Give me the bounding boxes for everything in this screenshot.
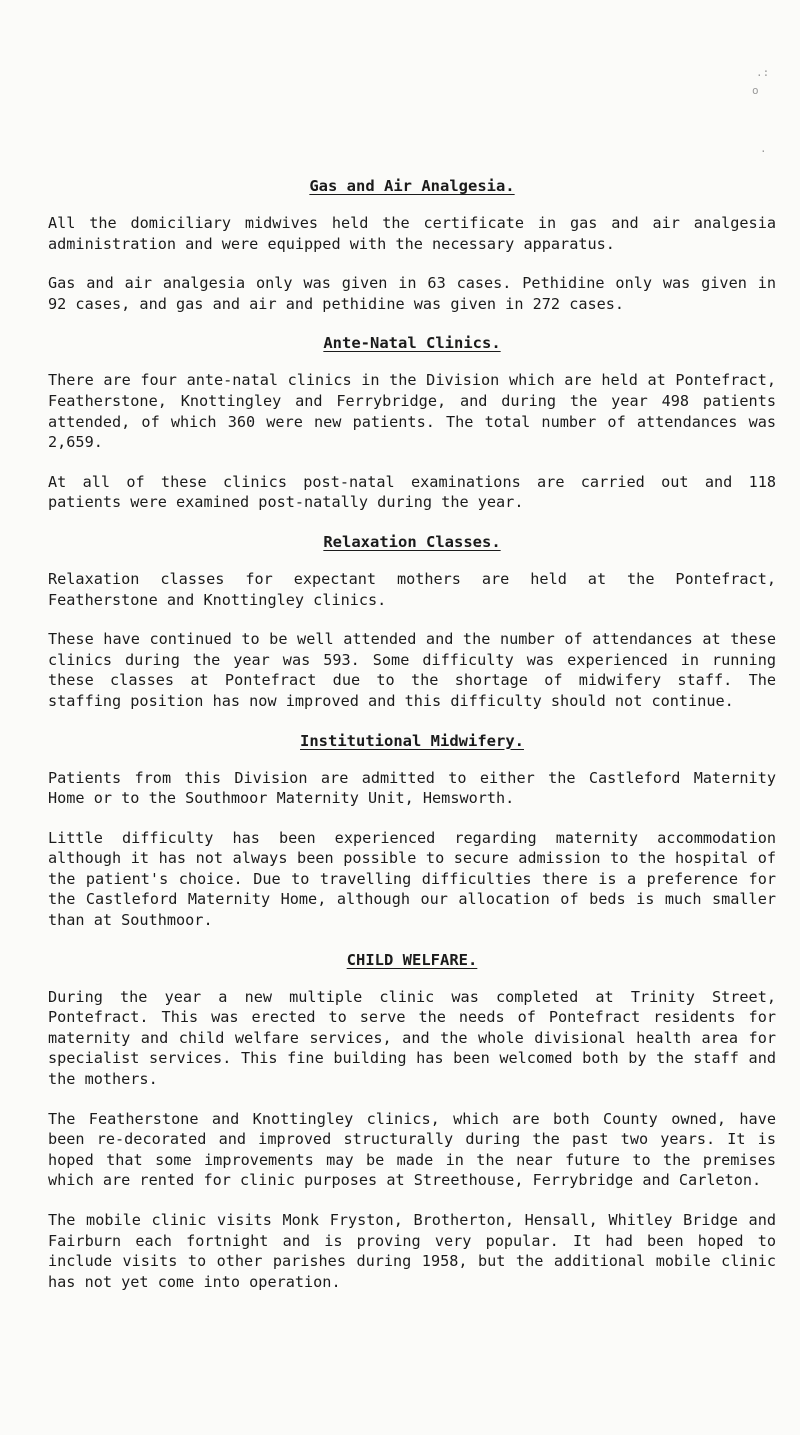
paragraph: All the domiciliary midwives held the certificate in gas and air analgesia administration and were equipped with the necessary apparatus. [48, 214, 776, 253]
margin-mark: .: [756, 66, 770, 79]
paragraph: These have continued to be well attended and the number of attendances at these clinics during the year was 593. Some difficulty was experienced in running these classes at Pontefract due to the shortage of midwifery staff. The staffing position has now improved and this difficulty should not continue. [48, 630, 776, 710]
section-heading: CHILD WELFARE. [346, 950, 478, 969]
paragraph: Little difficulty has been experienced regarding maternity accommodation although it has not always been possible to secure admission to the hospital of the patient's choice. Due to travelling difficulties there is a preference for the Castleford Maternity Home, although our allocation of beds is much smaller than at Southmoor. [48, 828, 776, 930]
paragraph: Patients from this Division are admitted to either the Castleford Maternity Home or to the Southmoor Maternity Unit, Hemsworth. [48, 768, 776, 808]
paragraph: There are four ante-natal clinics in the Division which are held at Pontefract, Featherstone, Knottingley and Ferrybridge, and during the year 498 patients attended, of which 360 were new patients. The total number of attendances was 2,659. [48, 371, 776, 452]
paragraph: The mobile clinic visits Monk Fryston, Brotherton, Hensall, Whitley Bridge and Fairburn each fortnight and is proving very popular. It had been hoped to include visits to other parishes during 1958, but the additional mobile clinic has not yet come into operation. [48, 1211, 776, 1291]
section-heading: Relaxation Classes. [323, 532, 501, 551]
paragraph: Relaxation classes for expectant mothers are held at the Pontefract, Featherstone and Knottingley clinics. [48, 569, 776, 609]
section-heading: Gas and Air Analgesia. [309, 177, 515, 195]
paragraph: At all of these clinics post-natal examinations are carried out and 118 patients were examined post-natally during the year. [48, 472, 776, 512]
paragraph: The Featherstone and Knottingley clinics, which are both County owned, have been re-decorated and improved structurally during the past two years. It is hoped that some improvements may be made in the near future to the premises which are rented for clinic purposes at Streethouse, Ferrybridge and Carleton. [48, 1109, 776, 1190]
paragraph: Gas and air analgesia only was given in 63 cases. Pethidine only was given in 92 cases, and gas and air and pethidine was given in 272 cases. [48, 274, 776, 313]
margin-mark: o [752, 84, 759, 97]
paragraph: During the year a new multiple clinic was completed at Trinity Street, Pontefract. This was erected to serve the needs of Pontefract residents for maternity and child welfare services, and the whole divisional health area for specialist services. This fine building has been welcomed both by the staff and the mothers. [48, 987, 776, 1089]
section-heading: Ante-Natal Clinics. [323, 334, 501, 353]
section-heading: Institutional Midwifery. [300, 731, 524, 750]
document-body [48, 176, 776, 1292]
margin-mark: . [760, 142, 767, 155]
